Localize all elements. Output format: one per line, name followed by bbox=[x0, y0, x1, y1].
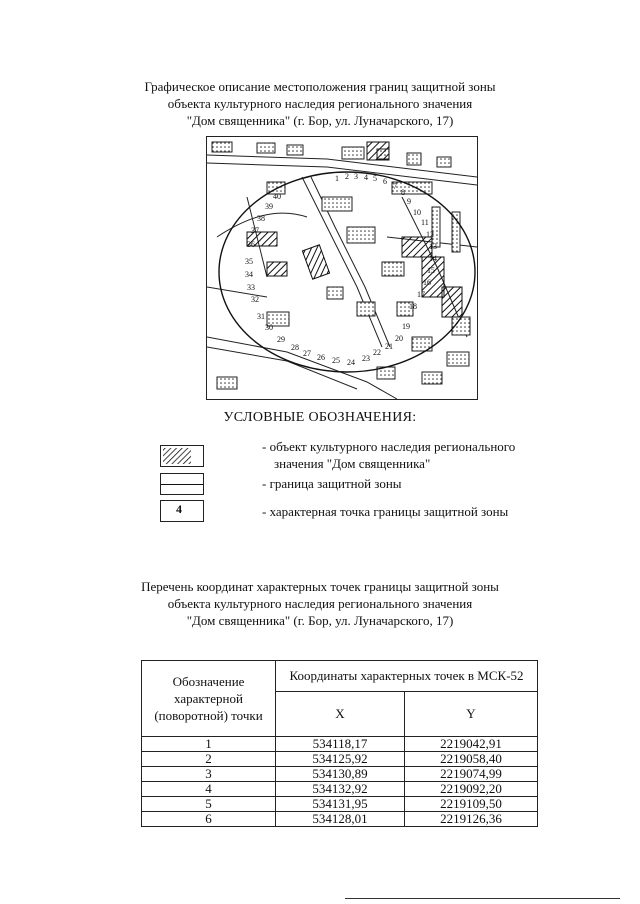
point-number: 2 bbox=[142, 752, 276, 767]
table-row bbox=[142, 782, 538, 797]
point-x: 534132,92 bbox=[276, 782, 405, 797]
point-label: 9 bbox=[407, 197, 411, 206]
point-label: 2 bbox=[345, 172, 349, 181]
table-title bbox=[0, 578, 640, 629]
point-y: 2219109,50 bbox=[405, 797, 538, 812]
point-label: 19 bbox=[402, 322, 410, 331]
point-y: 2219092,20 bbox=[405, 782, 538, 797]
point-x: 534130,89 bbox=[276, 767, 405, 782]
point-label: 29 bbox=[277, 335, 285, 344]
point-label: 8 bbox=[401, 188, 405, 197]
point-label: 22 bbox=[373, 348, 381, 357]
point-number: 3 bbox=[142, 767, 276, 782]
point-label: 40 bbox=[273, 192, 281, 201]
column-header-x: X bbox=[276, 692, 405, 737]
point-label: 28 bbox=[291, 343, 299, 352]
legend-boundary-swatch bbox=[160, 473, 204, 495]
point-label: 30 bbox=[265, 323, 273, 332]
point-label: 20 bbox=[395, 334, 403, 343]
point-symbol-icon: 4 bbox=[176, 502, 182, 516]
point-label: 7 bbox=[393, 182, 397, 191]
point-label: 25 bbox=[332, 356, 340, 365]
hatch-icon bbox=[161, 446, 203, 466]
table-title-line-3: "Дом священника" (г. Бор, ул. Луначарского, 17) bbox=[186, 613, 454, 628]
point-label: 6 bbox=[383, 177, 387, 186]
column-header-point-line-1: Обозначение bbox=[172, 674, 245, 689]
legend-item-heritage-line-1: - объект культурного наследия регионального bbox=[262, 439, 516, 454]
legend-item-point: - характерная точка границы защитной зоны bbox=[262, 504, 509, 519]
point-x: 534128,01 bbox=[276, 812, 405, 827]
point-label: 13 bbox=[429, 242, 437, 251]
point-label: 38 bbox=[257, 214, 265, 223]
legend-title: УСЛОВНЫЕ ОБОЗНАЧЕНИЯ: bbox=[223, 410, 417, 425]
point-label: 27 bbox=[303, 349, 311, 358]
column-header-point-line-3: (поворотной) точки bbox=[154, 708, 263, 723]
point-label: 23 bbox=[362, 354, 370, 363]
point-y: 2219042,91 bbox=[405, 737, 538, 752]
boundary-line-icon bbox=[161, 484, 203, 485]
point-x: 534118,17 bbox=[276, 737, 405, 752]
table-row bbox=[142, 797, 538, 812]
column-header-y: Y bbox=[405, 692, 538, 737]
point-x: 534131,95 bbox=[276, 797, 405, 812]
point-label: 33 bbox=[247, 283, 255, 292]
coordinates-table bbox=[141, 660, 538, 827]
table-row bbox=[142, 752, 538, 767]
point-label: 36 bbox=[247, 240, 255, 249]
point-label: 37 bbox=[251, 226, 259, 235]
point-label: 31 bbox=[257, 312, 265, 321]
point-label: 39 bbox=[265, 202, 273, 211]
point-label: 11 bbox=[421, 218, 429, 227]
legend-item-heritage bbox=[262, 438, 515, 472]
point-label: 1 bbox=[335, 174, 339, 183]
point-label: 17 bbox=[417, 290, 425, 299]
footer-divider bbox=[345, 898, 620, 899]
column-header-point bbox=[142, 661, 276, 737]
point-label: 4 bbox=[364, 173, 368, 182]
table-title-line-2: объекта культурного наследия регионального значения bbox=[167, 596, 473, 611]
cadastral-map bbox=[206, 136, 478, 400]
point-number: 6 bbox=[142, 812, 276, 827]
table-row bbox=[142, 812, 538, 827]
point-number: 1 bbox=[142, 737, 276, 752]
map-title bbox=[0, 78, 640, 129]
point-label: 5 bbox=[373, 174, 377, 183]
point-number: 4 bbox=[142, 782, 276, 797]
map-title-line-3: "Дом священника" (г. Бор, ул. Луначарского, 17) bbox=[186, 113, 454, 128]
point-label: 10 bbox=[413, 208, 421, 217]
column-header-coordinates: Координаты характерных точек в МСК-52 bbox=[276, 661, 538, 692]
point-label: 3 bbox=[354, 172, 358, 181]
column-header-point-line-2: характерной bbox=[174, 691, 243, 706]
point-label: 15 bbox=[427, 266, 435, 275]
point-label: 24 bbox=[347, 358, 355, 367]
point-label: 34 bbox=[245, 270, 253, 279]
point-y: 2219074,99 bbox=[405, 767, 538, 782]
map-title-line-1: Графическое описание местоположения границ защитной зоны bbox=[144, 79, 496, 94]
point-label: 26 bbox=[317, 353, 325, 362]
point-label: 32 bbox=[251, 295, 259, 304]
point-y: 2219058,40 bbox=[405, 752, 538, 767]
map-drawing bbox=[207, 137, 477, 399]
legend-item-heritage-line-2: значения "Дом священника" bbox=[274, 456, 431, 471]
point-label: 14 bbox=[429, 254, 437, 263]
legend-item-boundary: - граница защитной зоны bbox=[262, 476, 402, 491]
point-label: 21 bbox=[385, 342, 393, 351]
table-title-line-1: Перечень координат характерных точек границы защитной зоны bbox=[141, 579, 499, 594]
table-row bbox=[142, 767, 538, 782]
point-y: 2219126,36 bbox=[405, 812, 538, 827]
map-title-line-2: объекта культурного наследия регионального значения bbox=[167, 96, 473, 111]
legend-hatch-swatch bbox=[160, 445, 204, 467]
point-label: 12 bbox=[426, 230, 434, 239]
point-x: 534125,92 bbox=[276, 752, 405, 767]
point-number: 5 bbox=[142, 797, 276, 812]
point-label: 35 bbox=[245, 257, 253, 266]
point-label: 18 bbox=[409, 302, 417, 311]
legend-point-swatch bbox=[160, 500, 204, 522]
table-row bbox=[142, 737, 538, 752]
point-label: 16 bbox=[423, 278, 431, 287]
